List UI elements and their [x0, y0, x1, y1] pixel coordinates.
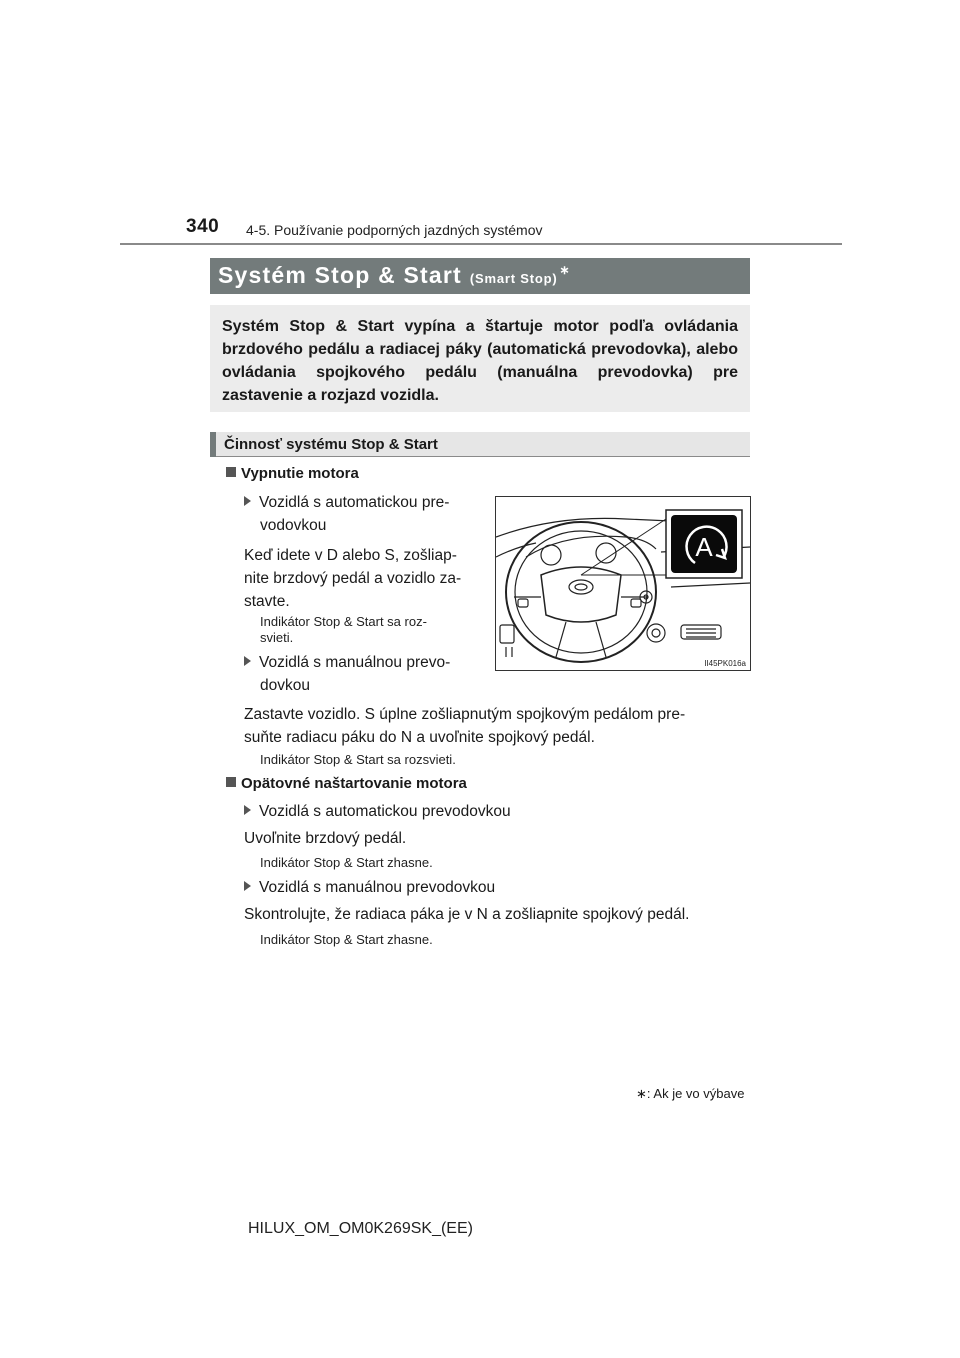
bullet-line: Vozidlá s automatickou prevodovkou [259, 803, 511, 820]
figure-code: II45PK016a [704, 659, 746, 668]
intro-text: Systém Stop & Start vypína a štartuje motor podľa ovládania brzdového pedálu a radiacej páky (automatická prevodovka), alebo ovládania spojkového pedálu (manuálna prevodovka) pre zastavenie a rozjazd vozidla. [222, 318, 738, 404]
bullet-line: vodovkou [260, 517, 327, 534]
triangle-bullet-icon [244, 496, 251, 506]
page-title [218, 262, 571, 289]
bullet-line: Vozidlá s manuálnou prevo- [259, 654, 451, 671]
title-main-text: Systém Stop & Start [218, 262, 462, 288]
bullet-line: dovkou [260, 677, 310, 694]
restart-manual-bullet [244, 876, 495, 899]
section-title: 4-5. Používanie podporných jazdných systémov [246, 222, 543, 238]
body-line: nite brzdový pedál a vozidlo za- [244, 570, 462, 587]
subsection-accent [210, 432, 216, 457]
engine-stop-auto-bullet [244, 491, 480, 537]
dashboard-illustration [495, 496, 751, 671]
footnote-text: : Ak je vo výbave [646, 1086, 745, 1101]
title-subtitle: (Smart Stop) [469, 271, 558, 286]
restart-manual-note: Indikátor Stop & Start zhasne. [260, 932, 433, 947]
restart-manual-text: Skontrolujte, že radiaca páka je v N a zošliapnite spojkový pedál. [244, 906, 690, 923]
triangle-bullet-icon [244, 881, 251, 891]
indicator-letter: A [695, 532, 713, 562]
engine-stop-heading [226, 465, 359, 482]
triangle-bullet-icon [244, 656, 251, 666]
footnote-mark: ∗ [636, 1086, 647, 1101]
engine-stop-manual-note: Indikátor Stop & Start sa rozsvieti. [260, 752, 456, 767]
square-bullet-icon [226, 777, 236, 787]
note-line: Indikátor Stop & Start sa roz- [260, 614, 427, 629]
subsection-title: Činnosť systému Stop & Start [224, 436, 438, 453]
engine-stop-manual-text [244, 703, 744, 749]
body-line: Zastavte vozidlo. S úplne zošliapnutým spojkovým pedálom pre- [244, 706, 686, 723]
square-bullet-icon [226, 467, 236, 477]
body-line: suňte radiacu páku do N a uvoľnite spojkový pedál. [244, 729, 595, 746]
engine-stop-heading-text: Vypnutie motora [241, 465, 359, 482]
restart-auto-note: Indikátor Stop & Start zhasne. [260, 855, 433, 870]
restart-heading-text: Opätovné naštartovanie motora [241, 775, 467, 792]
footnote [636, 1086, 744, 1102]
header-rule [120, 243, 842, 245]
engine-stop-auto-note [260, 614, 480, 646]
engine-stop-manual-bullet [244, 651, 480, 697]
title-footnote-mark: ∗ [559, 263, 571, 278]
dashboard-drawing [496, 497, 750, 670]
restart-heading [226, 775, 467, 792]
page-number: 340 [186, 216, 220, 237]
note-line: svieti. [260, 630, 294, 645]
body-line: Keď idete v D alebo S, zošliap- [244, 547, 457, 564]
subsection-bar [210, 432, 750, 457]
intro-box [210, 305, 750, 412]
engine-stop-auto-text [244, 544, 480, 613]
bullet-line: Vozidlá s manuálnou prevodovkou [259, 879, 496, 896]
restart-auto-text: Uvoľnite brzdový pedál. [244, 830, 407, 847]
title-bar [210, 258, 750, 294]
body-line: stavte. [244, 593, 290, 610]
footer-doc-code: HILUX_OM_OM0K269SK_(EE) [248, 1220, 473, 1237]
bullet-line: Vozidlá s automatickou pre- [259, 494, 450, 511]
triangle-bullet-icon [244, 805, 251, 815]
restart-auto-bullet [244, 800, 511, 823]
